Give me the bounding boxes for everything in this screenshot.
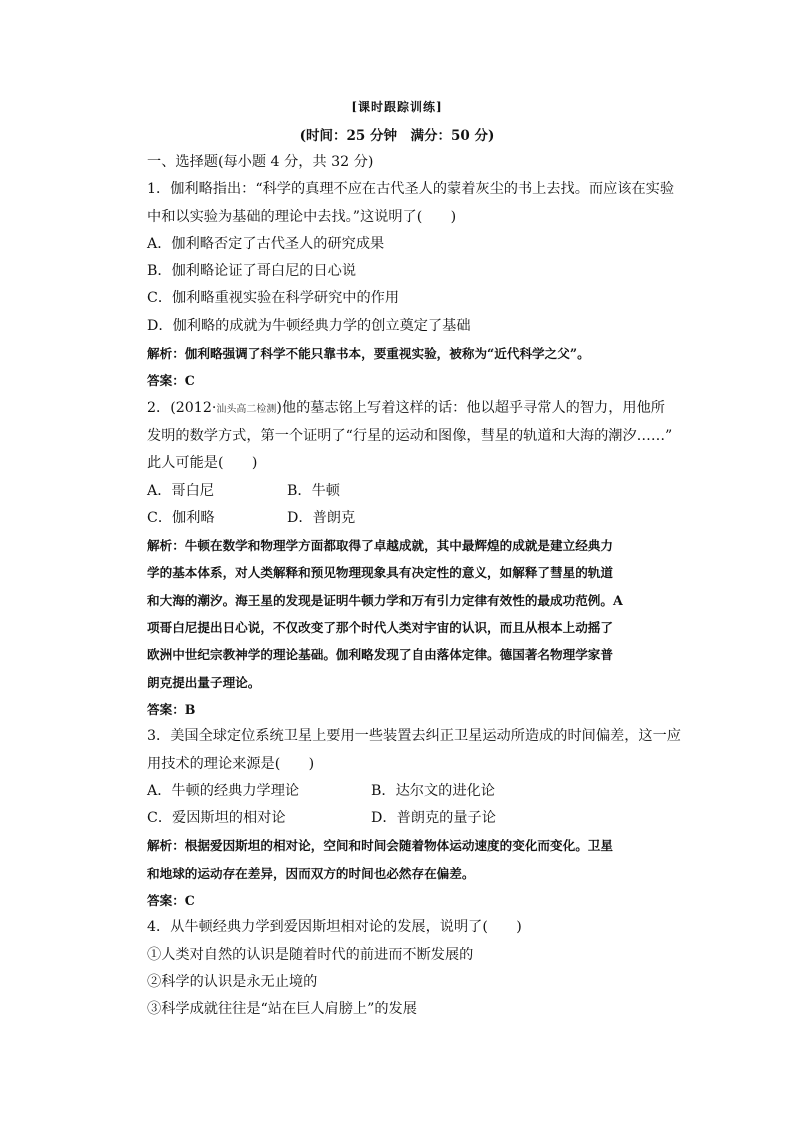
q2-option-c: C．伽利略 <box>147 509 215 526</box>
q4-item-3: ③科学成就往往是“站在巨人肩膀上”的发展 <box>147 1001 417 1018</box>
q2-source: 汕头高二检测 <box>216 403 277 415</box>
q2-explanation-line2: 学的基本体系，对人类解释和预见物理现象具有决定性的意义，如解释了彗星的轨道 <box>147 565 613 581</box>
q3-options-row1 <box>147 778 677 805</box>
page-title: [课时跟踪训练] <box>351 100 443 114</box>
q3-stem-line2: 用技术的理论来源是( ) <box>147 755 315 772</box>
q4-item-1: ①人类对自然的认识是随着时代的前进而不断发展的 <box>147 946 474 963</box>
q1-option-b: B．伽利略论证了哥白尼的日心说 <box>147 263 357 280</box>
q2-option-d: D．普朗克 <box>287 509 356 526</box>
q3-stem-line1: 3．美国全球定位系统卫星上要用一些装置去纠正卫星运动所造成的时间偏差，这一应 <box>147 728 681 745</box>
q2-options-row2 <box>147 505 677 532</box>
time-score-info: (时间：25 分钟 满分：50 分) <box>299 128 495 144</box>
q2-answer: 答案：B <box>147 701 196 717</box>
q2-options-row1 <box>147 478 677 505</box>
q2-explanation-line5: 欧洲中世纪宗教神学的理论基础。伽利略发现了自由落体定律。德国著名物理学家普 <box>147 647 613 663</box>
q1-option-d: D．伽利略的成就为牛顿经典力学的创立奠定了基础 <box>147 317 471 334</box>
q2-stem-line1 <box>147 395 677 423</box>
q2-option-a: A．哥白尼 <box>147 482 214 499</box>
q3-explanation-line1: 解析：根据爱因斯坦的相对论，空间和时间会随着物体运动速度的变化而变化。卫星 <box>147 838 613 854</box>
q2-explanation-line1: 解析：牛顿在数学和物理学方面都取得了卓越成就，其中最辉煌的成就是建立经典力 <box>147 538 613 554</box>
q2-option-b: B．牛顿 <box>287 482 340 499</box>
q3-option-b: B．达尔文的进化论 <box>371 782 495 799</box>
q3-answer: 答案：C <box>147 893 195 909</box>
section-heading: 一、选择题(每小题 4 分，共 32 分) <box>147 154 374 170</box>
q2-stem-rest: )他的墓志铭上写着这样的话：他以超乎寻常人的智力，用他所 <box>276 399 665 416</box>
q3-option-d: D．普朗克的量子论 <box>371 810 496 827</box>
q1-option-c: C．伽利略重视实验在科学研究中的作用 <box>147 290 400 307</box>
q2-explanation-line3: 和大海的潮汐。海王星的发现是证明牛顿力学和万有引力定律有效性的最成功范例。A <box>147 592 623 608</box>
q3-option-c: C．爱因斯坦的相对论 <box>147 810 286 827</box>
q4-item-2: ②科学的认识是永无止境的 <box>147 973 318 990</box>
q2-stem-prefix: 2．(2012· <box>147 399 217 416</box>
q1-explanation: 解析：伽利略强调了科学不能只靠书本，要重视实验，被称为“近代科学之父”。 <box>147 346 590 362</box>
q1-answer: 答案：C <box>147 373 195 389</box>
q2-explanation-line4: 项哥白尼提出日心说，不仅改变了那个时代人类对宇宙的认识，而且从根本上动摇了 <box>147 620 613 636</box>
q3-option-a: A．牛顿的经典力学理论 <box>147 782 300 799</box>
q2-stem-line2: 发明的数学方式，第一个证明了“行星的运动和图像，彗星的轨道和大海的潮汐……” <box>147 427 673 444</box>
q1-option-a: A．伽利略否定了古代圣人的研究成果 <box>147 235 385 252</box>
q1-stem-line1: 1．伽利略指出：“科学的真理不应在古代圣人的蒙着灰尘的书上去找。而应该在实验 <box>147 181 675 198</box>
q3-options-row2 <box>147 805 677 832</box>
q4-stem: 4．从牛顿经典力学到爱因斯坦相对论的发展，说明了( ) <box>147 919 522 936</box>
q1-stem-line2: 中和以实验为基础的理论中去找。”这说明了( ) <box>147 208 457 225</box>
q2-explanation-line6: 朗克提出量子理论。 <box>147 674 261 690</box>
q2-stem-line3: 此人可能是( ) <box>147 455 258 472</box>
question-content <box>147 149 681 1024</box>
q3-explanation-line2: 和地球的运动存在差异，因而双方的时间也必然存在偏差。 <box>147 865 475 881</box>
